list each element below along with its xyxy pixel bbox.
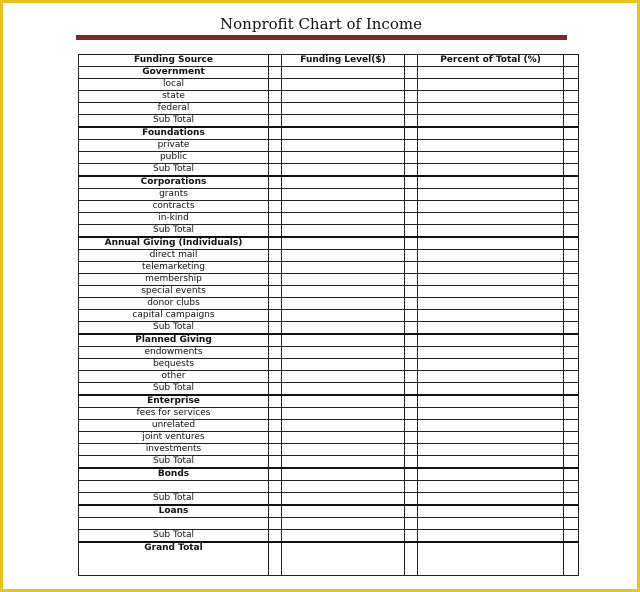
funding-level-cell[interactable] <box>282 189 405 201</box>
header-funding-source: Funding Source <box>79 55 269 67</box>
funding-level-cell[interactable] <box>282 505 405 518</box>
spacer-cell <box>564 189 579 201</box>
spacer-cell <box>269 286 282 298</box>
spacer-cell <box>564 530 579 543</box>
header-spacer <box>564 55 579 67</box>
funding-level-cell[interactable] <box>282 176 405 189</box>
funding-source-cell: Sub Total <box>79 456 269 469</box>
spacer-cell <box>564 237 579 250</box>
funding-source-cell: other <box>79 371 269 383</box>
percent-cell[interactable] <box>418 444 564 456</box>
funding-level-cell[interactable] <box>282 420 405 432</box>
percent-cell[interactable] <box>418 201 564 213</box>
percent-cell[interactable] <box>418 91 564 103</box>
funding-level-cell[interactable] <box>282 115 405 128</box>
spacer-cell <box>405 274 418 286</box>
percent-cell[interactable] <box>418 371 564 383</box>
table-row <box>79 359 579 371</box>
percent-cell[interactable] <box>418 298 564 310</box>
grand-total-row <box>79 542 579 576</box>
spacer-cell <box>564 383 579 396</box>
percent-cell[interactable] <box>418 286 564 298</box>
funding-source-cell: capital campaigns <box>79 310 269 322</box>
spacer-cell <box>405 67 418 79</box>
table-row <box>79 262 579 274</box>
percent-cell[interactable] <box>418 189 564 201</box>
spacer-cell <box>564 225 579 238</box>
header-percent-of-total: Percent of Total (%) <box>418 55 564 67</box>
funding-level-cell[interactable] <box>282 164 405 177</box>
funding-source-cell: Sub Total <box>79 115 269 128</box>
funding-source-cell: local <box>79 79 269 91</box>
funding-level-cell[interactable] <box>282 518 405 530</box>
funding-source-cell: contracts <box>79 201 269 213</box>
percent-cell[interactable] <box>418 322 564 335</box>
spacer-cell <box>564 444 579 456</box>
funding-level-cell[interactable] <box>282 67 405 79</box>
spacer-cell <box>269 201 282 213</box>
spacer-cell <box>405 310 418 322</box>
funding-level-cell[interactable] <box>282 310 405 322</box>
funding-source-cell: endowments <box>79 347 269 359</box>
percent-cell[interactable] <box>418 408 564 420</box>
percent-cell[interactable] <box>418 481 564 493</box>
spacer-cell <box>269 481 282 493</box>
percent-cell[interactable] <box>418 347 564 359</box>
funding-level-cell[interactable] <box>282 359 405 371</box>
funding-level-cell[interactable] <box>282 322 405 335</box>
percent-cell[interactable] <box>418 237 564 250</box>
spacer-cell <box>269 468 282 481</box>
funding-source-cell: bequests <box>79 359 269 371</box>
table-row <box>79 444 579 456</box>
spacer-cell <box>405 420 418 432</box>
funding-level-cell[interactable] <box>282 298 405 310</box>
spacer-cell <box>269 530 282 543</box>
subtotal-row <box>79 456 579 469</box>
percent-cell[interactable] <box>418 530 564 543</box>
spacer-cell <box>564 371 579 383</box>
spacer-cell <box>564 103 579 115</box>
section-row <box>79 237 579 250</box>
funding-source-cell: membership <box>79 274 269 286</box>
percent-cell[interactable] <box>418 250 564 262</box>
funding-level-cell[interactable] <box>282 225 405 238</box>
spacer-cell <box>269 359 282 371</box>
spacer-cell <box>405 468 418 481</box>
funding-source-cell: federal <box>79 103 269 115</box>
spacer-cell <box>269 237 282 250</box>
spacer-cell <box>269 91 282 103</box>
spacer-cell <box>269 334 282 347</box>
funding-level-cell[interactable] <box>282 91 405 103</box>
funding-level-cell[interactable] <box>282 468 405 481</box>
spacer-cell <box>269 371 282 383</box>
percent-cell[interactable] <box>418 67 564 79</box>
funding-source-cell: private <box>79 140 269 152</box>
spacer-cell <box>564 213 579 225</box>
funding-level-cell[interactable] <box>282 250 405 262</box>
funding-level-cell[interactable] <box>282 140 405 152</box>
percent-cell[interactable] <box>418 468 564 481</box>
table-row <box>79 79 579 91</box>
funding-source-cell: donor clubs <box>79 298 269 310</box>
spacer-cell <box>405 250 418 262</box>
funding-source-cell: Planned Giving <box>79 334 269 347</box>
table-body <box>79 67 579 576</box>
funding-level-cell[interactable] <box>282 371 405 383</box>
spacer-cell <box>564 140 579 152</box>
spacer-cell <box>269 262 282 274</box>
table-row <box>79 408 579 420</box>
funding-level-cell[interactable] <box>282 481 405 493</box>
spacer-cell <box>564 395 579 408</box>
percent-cell[interactable] <box>418 505 564 518</box>
spacer-cell <box>405 115 418 128</box>
spacer-cell <box>405 530 418 543</box>
funding-source-cell: unrelated <box>79 420 269 432</box>
spacer-cell <box>405 189 418 201</box>
funding-source-cell: investments <box>79 444 269 456</box>
spacer-cell <box>269 152 282 164</box>
spacer-cell <box>405 432 418 444</box>
spacer-cell <box>405 225 418 238</box>
percent-cell[interactable] <box>418 79 564 91</box>
subtotal-row <box>79 164 579 177</box>
percent-cell[interactable] <box>418 518 564 530</box>
spacer-cell <box>564 468 579 481</box>
subtotal-row <box>79 322 579 335</box>
spacer-cell <box>405 164 418 177</box>
spacer-cell <box>405 262 418 274</box>
spacer-cell <box>405 444 418 456</box>
spacer-cell <box>269 395 282 408</box>
percent-cell[interactable] <box>418 383 564 396</box>
funding-level-cell[interactable] <box>282 530 405 543</box>
spacer-cell <box>564 67 579 79</box>
table-row <box>79 298 579 310</box>
percent-cell[interactable] <box>418 420 564 432</box>
spacer-cell <box>269 189 282 201</box>
funding-source-cell: Loans <box>79 505 269 518</box>
funding-source-cell: special events <box>79 286 269 298</box>
table-row <box>79 250 579 262</box>
spacer-cell <box>564 201 579 213</box>
spacer-cell <box>405 347 418 359</box>
table-row <box>79 518 579 530</box>
funding-level-cell[interactable] <box>282 237 405 250</box>
spacer-cell <box>564 115 579 128</box>
spacer-cell <box>405 395 418 408</box>
subtotal-row <box>79 530 579 543</box>
spacer-cell <box>405 286 418 298</box>
percent-cell[interactable] <box>418 164 564 177</box>
spacer-cell <box>269 164 282 177</box>
spacer-cell <box>564 322 579 335</box>
spacer-cell <box>405 127 418 140</box>
funding-level-cell[interactable] <box>282 79 405 91</box>
subtotal-row <box>79 225 579 238</box>
table-header-row <box>79 55 579 67</box>
table-row <box>79 481 579 493</box>
income-chart-table <box>78 54 579 576</box>
spacer-cell <box>269 310 282 322</box>
funding-source-cell: joint ventures <box>79 432 269 444</box>
funding-source-cell: Enterprise <box>79 395 269 408</box>
funding-level-cell[interactable] <box>282 395 405 408</box>
percent-cell[interactable] <box>418 432 564 444</box>
funding-source-cell: Sub Total <box>79 225 269 238</box>
spacer-cell <box>405 103 418 115</box>
spacer-cell <box>269 250 282 262</box>
funding-level-cell[interactable] <box>282 432 405 444</box>
funding-level-cell[interactable] <box>282 103 405 115</box>
funding-level-cell[interactable] <box>282 262 405 274</box>
spacer-cell <box>269 67 282 79</box>
percent-cell[interactable] <box>418 262 564 274</box>
funding-source-cell: Annual Giving (Individuals) <box>79 237 269 250</box>
spacer-cell <box>564 286 579 298</box>
spacer-cell <box>564 176 579 189</box>
spacer-cell <box>405 79 418 91</box>
spacer-cell <box>269 225 282 238</box>
funding-source-cell: direct mail <box>79 250 269 262</box>
section-row <box>79 468 579 481</box>
funding-level-cell[interactable] <box>282 383 405 396</box>
funding-source-cell: telemarketing <box>79 262 269 274</box>
funding-level-cell[interactable] <box>282 347 405 359</box>
spacer-cell <box>405 152 418 164</box>
funding-source-cell: Grand Total <box>79 542 269 576</box>
table-row <box>79 432 579 444</box>
spacer-cell <box>405 481 418 493</box>
spacer-cell <box>269 115 282 128</box>
table-row <box>79 371 579 383</box>
spacer-cell <box>564 432 579 444</box>
subtotal-row <box>79 493 579 506</box>
funding-level-cell[interactable] <box>282 213 405 225</box>
spacer-cell <box>405 334 418 347</box>
spacer-cell <box>564 420 579 432</box>
percent-cell[interactable] <box>418 395 564 408</box>
title-underline-bar <box>76 35 567 40</box>
funding-level-cell[interactable] <box>282 274 405 286</box>
spacer-cell <box>564 359 579 371</box>
funding-source-cell: fees for services <box>79 408 269 420</box>
spacer-cell <box>269 103 282 115</box>
spacer-cell <box>269 518 282 530</box>
table-row <box>79 189 579 201</box>
spacer-cell <box>564 347 579 359</box>
percent-cell[interactable] <box>418 493 564 506</box>
percent-cell[interactable] <box>418 359 564 371</box>
section-row <box>79 334 579 347</box>
table-row <box>79 420 579 432</box>
spacer-cell <box>564 164 579 177</box>
spacer-cell <box>405 542 418 576</box>
section-row <box>79 395 579 408</box>
table-row <box>79 103 579 115</box>
funding-source-cell: Sub Total <box>79 164 269 177</box>
spacer-cell <box>269 140 282 152</box>
spacer-cell <box>405 408 418 420</box>
funding-source-cell: Sub Total <box>79 493 269 506</box>
table-row <box>79 347 579 359</box>
spacer-cell <box>269 408 282 420</box>
table-row <box>79 91 579 103</box>
funding-level-cell[interactable] <box>282 542 405 576</box>
spacer-cell <box>269 274 282 286</box>
spacer-cell <box>564 79 579 91</box>
spacer-cell <box>269 127 282 140</box>
table-row <box>79 310 579 322</box>
spacer-cell <box>269 298 282 310</box>
spacer-cell <box>405 359 418 371</box>
spacer-cell <box>405 91 418 103</box>
table-row <box>79 274 579 286</box>
percent-cell[interactable] <box>418 542 564 576</box>
funding-source-cell: Sub Total <box>79 530 269 543</box>
spacer-cell <box>269 456 282 469</box>
spacer-cell <box>564 310 579 322</box>
spacer-cell <box>564 493 579 506</box>
table-row <box>79 140 579 152</box>
spacer-cell <box>564 456 579 469</box>
percent-cell[interactable] <box>418 225 564 238</box>
spacer-cell <box>564 91 579 103</box>
percent-cell[interactable] <box>418 310 564 322</box>
funding-level-cell[interactable] <box>282 456 405 469</box>
spacer-cell <box>564 505 579 518</box>
section-row <box>79 176 579 189</box>
table-row <box>79 152 579 164</box>
spacer-cell <box>405 298 418 310</box>
funding-level-cell[interactable] <box>282 152 405 164</box>
section-row <box>79 67 579 79</box>
spacer-cell <box>405 322 418 335</box>
table-row <box>79 213 579 225</box>
spacer-cell <box>564 334 579 347</box>
spacer-cell <box>269 444 282 456</box>
spacer-cell <box>269 176 282 189</box>
spacer-cell <box>405 237 418 250</box>
spacer-cell <box>405 201 418 213</box>
spacer-cell <box>269 383 282 396</box>
spacer-cell <box>405 518 418 530</box>
funding-level-cell[interactable] <box>282 286 405 298</box>
spacer-cell <box>564 127 579 140</box>
header-funding-level: Funding Level($) <box>282 55 405 67</box>
percent-cell[interactable] <box>418 152 564 164</box>
funding-level-cell[interactable] <box>282 201 405 213</box>
spacer-cell <box>564 262 579 274</box>
funding-source-cell: Foundations <box>79 127 269 140</box>
spacer-cell <box>564 408 579 420</box>
spacer-cell <box>405 176 418 189</box>
funding-level-cell[interactable] <box>282 444 405 456</box>
table-row <box>79 201 579 213</box>
spacer-cell <box>269 322 282 335</box>
percent-cell[interactable] <box>418 140 564 152</box>
percent-cell[interactable] <box>418 115 564 128</box>
spacer-cell <box>564 298 579 310</box>
spacer-cell <box>564 152 579 164</box>
subtotal-row <box>79 115 579 128</box>
funding-source-cell: public <box>79 152 269 164</box>
percent-cell[interactable] <box>418 274 564 286</box>
funding-level-cell[interactable] <box>282 127 405 140</box>
spacer-cell <box>269 493 282 506</box>
spacer-cell <box>405 493 418 506</box>
spacer-cell <box>269 213 282 225</box>
funding-source-cell: Corporations <box>79 176 269 189</box>
funding-source-cell <box>79 481 269 493</box>
funding-source-cell: state <box>79 91 269 103</box>
funding-source-cell: grants <box>79 189 269 201</box>
spacer-cell <box>269 347 282 359</box>
percent-cell[interactable] <box>418 213 564 225</box>
header-spacer <box>269 55 282 67</box>
table-row <box>79 286 579 298</box>
spacer-cell <box>269 432 282 444</box>
section-row <box>79 127 579 140</box>
percent-cell[interactable] <box>418 334 564 347</box>
spacer-cell <box>405 140 418 152</box>
spacer-cell <box>269 420 282 432</box>
funding-source-cell: Government <box>79 67 269 79</box>
funding-source-cell: in-kind <box>79 213 269 225</box>
percent-cell[interactable] <box>418 456 564 469</box>
funding-source-cell: Sub Total <box>79 322 269 335</box>
spacer-cell <box>405 505 418 518</box>
funding-level-cell[interactable] <box>282 334 405 347</box>
spacer-cell <box>564 250 579 262</box>
percent-cell[interactable] <box>418 127 564 140</box>
funding-level-cell[interactable] <box>282 493 405 506</box>
spacer-cell <box>269 542 282 576</box>
subtotal-row <box>79 383 579 396</box>
header-spacer <box>405 55 418 67</box>
funding-source-cell: Sub Total <box>79 383 269 396</box>
spacer-cell <box>564 518 579 530</box>
document-title: Nonprofit Chart of Income <box>220 15 422 33</box>
spacer-cell <box>405 213 418 225</box>
funding-source-cell <box>79 518 269 530</box>
spacer-cell <box>564 481 579 493</box>
funding-level-cell[interactable] <box>282 408 405 420</box>
spacer-cell <box>405 371 418 383</box>
spacer-cell <box>405 456 418 469</box>
section-row <box>79 505 579 518</box>
percent-cell[interactable] <box>418 103 564 115</box>
percent-cell[interactable] <box>418 176 564 189</box>
spacer-cell <box>564 542 579 576</box>
spacer-cell <box>405 383 418 396</box>
spacer-cell <box>564 274 579 286</box>
spacer-cell <box>269 505 282 518</box>
spacer-cell <box>269 79 282 91</box>
funding-source-cell: Bonds <box>79 468 269 481</box>
